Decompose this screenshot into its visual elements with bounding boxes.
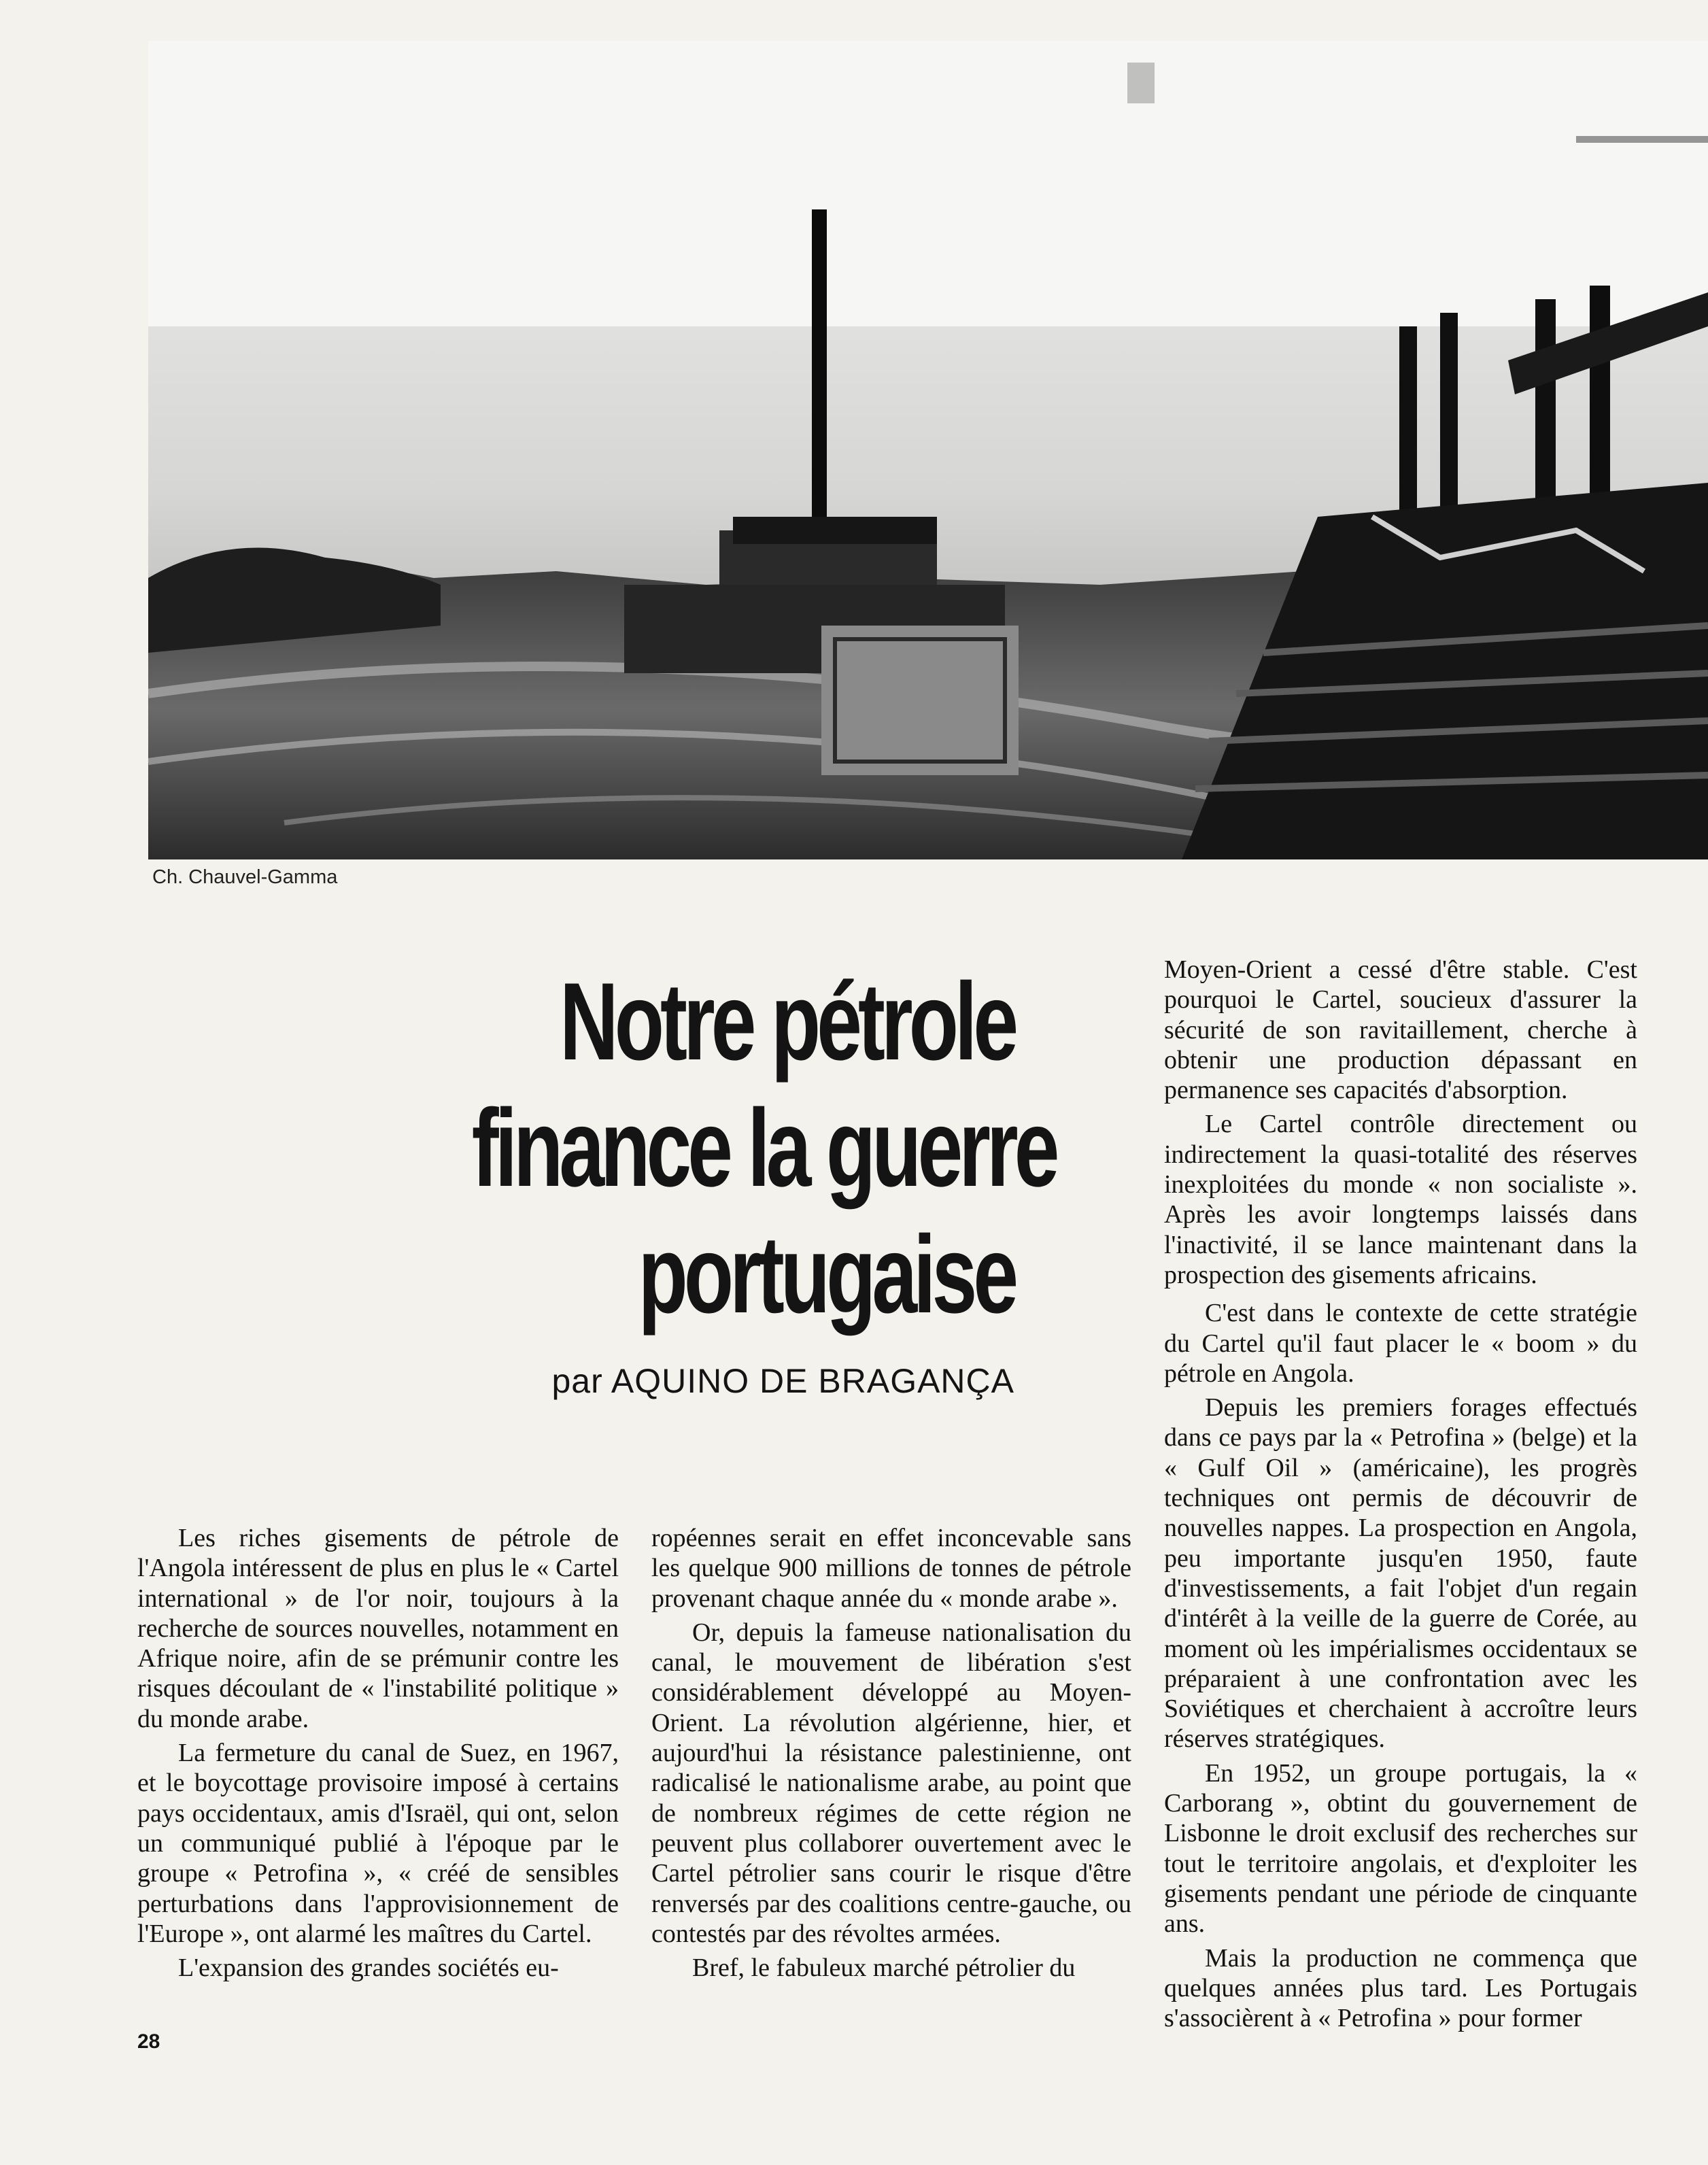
paragraph: Mais la production ne commença que quelques années plus tard. Les Portugais s'associèrent à « Petrofina » pour former — [1164, 1943, 1637, 2033]
oil-field-photo-illustration — [148, 41, 1708, 859]
paragraph: C'est dans le contexte de cette stratégie du Cartel qu'il faut placer le « boom » du pétrole en Angola. — [1164, 1299, 1637, 1388]
article-column-3 — [1164, 955, 1637, 2033]
title-line-1: Notre pétrole — [559, 960, 1014, 1083]
article-column-1 — [137, 1523, 619, 1983]
paragraph: Moyen-Orient a cessé d'être stable. C'est pourquoi le Cartel, soucieux d'assurer la sécurité de son ravitaillement, cherche à obtenir une production dépassant en permanence ses capacités d'absorption. — [1164, 955, 1637, 1105]
title-line-3: portugaise — [638, 1213, 1014, 1336]
paragraph: En 1952, un groupe portugais, la « Carborang », obtint du gouvernement de Lisbonne le droit exclusif des recherches sur tout le territoire angolais, et d'exploiter les gisements pendant une période de cinquante ans. — [1164, 1758, 1637, 1939]
oil-field-photo — [148, 41, 1708, 859]
paragraph: L'expansion des grandes sociétés eu- — [178, 1954, 559, 1983]
paragraph: Les riches gisements de pétrole de l'Angola intéressent de plus en plus le « Cartel international » de l'or noir, toujours à la recherche de sources nouvelles, notamment en Afrique noire, afin de se prémunir contre les risques découlant de « l'instabilité politique » du monde arabe. — [137, 1524, 619, 1733]
article-byline: par AQUINO DE BRAGANÇA — [551, 1362, 1014, 1400]
paragraph: Or, depuis la fameuse nationalisation du canal, le mouvement de libération s'est considérablement développé au Moyen-Orient. La révolution algérienne, hier, et aujourd'hui la résistance palestinienne, ont radicalisé le nationalisme arabe, au point que de nombreux régimes de cette région ne peuvent plus collaborer ouvertement avec le Cartel pétrolier sans courir le risque d'être renversés par des coalitions centre-gauche, ou contestés par des révoltes armées. — [651, 1618, 1131, 1948]
paragraph: ropéennes serait en effet inconcevable sans les quelque 900 millions de tonnes de pétrole provenant chaque année du « monde arabe ». — [651, 1524, 1131, 1613]
article-column-2 — [651, 1523, 1131, 1983]
article-title — [267, 959, 1056, 1338]
title-line-2: finance la guerre — [471, 1087, 1056, 1210]
paragraph: Bref, le fabuleux marché pétrolier du — [692, 1954, 1076, 1983]
page-number: 28 — [137, 2030, 160, 2053]
photo-credit: Ch. Chauvel-Gamma — [152, 866, 338, 888]
paragraph: La fermeture du canal de Suez, en 1967, et le boycottage provisoire imposé à certains pays occidentaux, amis d'Israël, qui ont, selon un communiqué publié à l'époque par le groupe « Petrofina », « créé de sensibles perturbations dans l'approvisionnement de l'Europe », ont alarmé les maîtres du Cartel. — [137, 1739, 619, 1948]
paragraph: Le Cartel contrôle directement ou indirectement la quasi-totalité des réserves inexploitées du monde « non socialiste ». Après les avoir longtemps laissés dans l'inactivité, il se lance maintenant dans la prospection des gisements africains. — [1164, 1110, 1637, 1289]
paragraph: Depuis les premiers forages effectués dans ce pays par la « Petrofina » (belge) et la « Gulf Oil » (américaine), les progrès techniques ont permis de découvrir de nouvelles nappes. La prospection en Angola, peu importante jusqu'en 1950, faute d'investissements, a fait l'objet d'un regain d'intérêt à la veille de la guerre de Corée, au moment où les impérialismes occidentaux se préparaient à une confrontation avec les Soviétiques et cherchaient à accroître leurs réserves stratégiques. — [1164, 1393, 1637, 1754]
